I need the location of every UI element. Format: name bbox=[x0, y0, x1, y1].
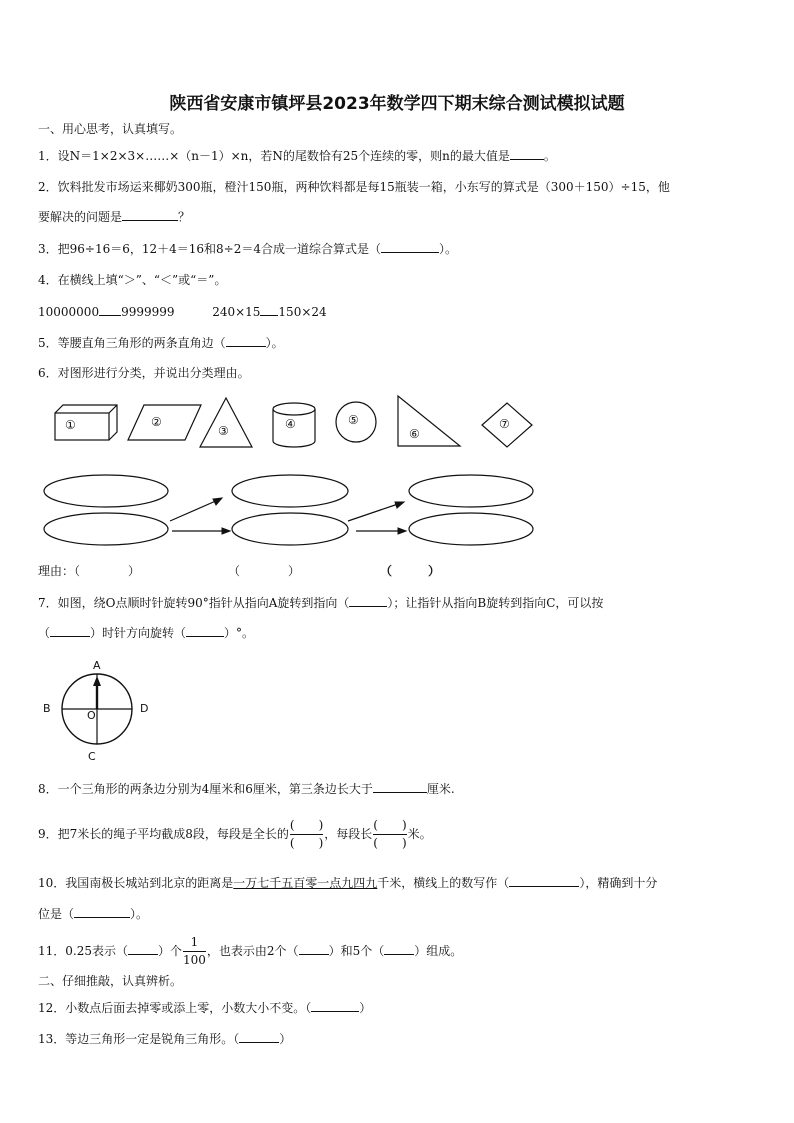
question-2-line-1: 2．饮料批发市场运来椰奶300瓶，橙汁150瓶，两种饮料都是每15瓶装一箱，小东写的算式是（300＋150）÷15，他 bbox=[38, 180, 670, 194]
arrow-icon bbox=[170, 498, 222, 521]
answer-blank[interactable] bbox=[74, 905, 130, 918]
right-triangle-shape bbox=[398, 396, 460, 446]
question-9: 9．把7米长的绳子平均截成8段，每段是全长的 $\frac{( )}{( )}$ ，每段长 $\frac{( )}{( )}$ 米。 bbox=[38, 818, 432, 850]
classification-oval[interactable] bbox=[232, 513, 348, 545]
question-10-line-2: 位是（ ）。 bbox=[38, 907, 149, 921]
answer-blank[interactable] bbox=[373, 780, 427, 793]
shape-label-6: ⑥ bbox=[409, 427, 420, 441]
dial-label-d: D bbox=[140, 702, 149, 715]
rotation-dial bbox=[62, 674, 132, 744]
answer-blank[interactable] bbox=[239, 1030, 279, 1043]
shape-label-5: ⑤ bbox=[348, 413, 359, 427]
arrow-icon bbox=[172, 528, 230, 534]
answer-blank[interactable] bbox=[311, 999, 359, 1012]
parallelogram-shape bbox=[128, 405, 201, 440]
dial-label-a: A bbox=[93, 659, 101, 672]
shape-label-1: ① bbox=[65, 418, 76, 432]
dial-label-c: C bbox=[88, 750, 96, 763]
answer-blank[interactable] bbox=[186, 624, 224, 637]
question-3: 3．把96÷16＝6，12＋4＝16和8÷2＝4合成一道综合算式是（ ）。 bbox=[38, 242, 458, 256]
question-7-line-1: 7．如图，绕O点顺时针旋转90°指针从指向A旋转到指向（ ）；让指针从指向B旋转到指向C，可以按 bbox=[38, 596, 604, 610]
answer-blank[interactable] bbox=[299, 942, 329, 955]
answer-blank[interactable] bbox=[349, 594, 387, 607]
classification-oval[interactable] bbox=[232, 475, 348, 507]
arrow-icon bbox=[348, 502, 404, 521]
shape-label-3: ③ bbox=[218, 424, 229, 438]
answer-blank[interactable] bbox=[50, 624, 90, 637]
question-10-line-1: 10．我国南极长城站到北京的距离是一万七千五百零一点九四九千米，横线上的数写作（ ），精确到十分 bbox=[38, 876, 658, 890]
answer-blank[interactable] bbox=[384, 942, 414, 955]
classification-oval[interactable] bbox=[44, 513, 168, 545]
question-2-line-2: 要解决的问题是 ？ bbox=[38, 210, 191, 224]
classification-oval[interactable] bbox=[44, 475, 168, 507]
question-8: 8．一个三角形的两条边分别为4厘米和6厘米，第三条边长大于 厘米. bbox=[38, 782, 455, 796]
triangle-shape bbox=[200, 398, 252, 447]
question-13: 13．等边三角形一定是锐角三角形。（ ） bbox=[38, 1032, 292, 1046]
question-6-reason: 理由：（ ） bbox=[38, 564, 141, 578]
answer-blank[interactable] bbox=[509, 874, 579, 887]
classification-oval[interactable] bbox=[409, 513, 533, 545]
question-12: 12．小数点后面去掉零或添上零，小数大小不变。（ ） bbox=[38, 1001, 372, 1015]
question-7-line-2: （ ）时针方向旋转（ ）°。 bbox=[38, 626, 255, 640]
question-1: 1．设N＝1×2×3×……×（n－1）×n，若N的尾数恰有25个连续的零，则n的最大值是 。 bbox=[38, 149, 556, 163]
pointer-arrow-icon bbox=[93, 676, 101, 686]
dial-label-b: B bbox=[43, 702, 51, 715]
section-heading-2: 二、仔细推敲，认真辨析。 bbox=[38, 974, 183, 988]
fraction: $\frac{1}{100}$ bbox=[183, 935, 206, 967]
dial-label-o: O bbox=[87, 709, 96, 722]
question-4-items: 10000000 9999999 240×15 150×24 bbox=[38, 305, 327, 319]
question-5: 5．等腰直角三角形的两条直角边（ ）。 bbox=[38, 336, 284, 350]
section-heading-1: 一、用心思考，认真填写。 bbox=[38, 122, 183, 136]
reason-paren-2: （ ） bbox=[228, 564, 301, 578]
fraction-blank[interactable]: $\frac{( )}{( )}$ bbox=[373, 818, 407, 850]
classification-oval[interactable] bbox=[409, 475, 533, 507]
shape-label-4: ④ bbox=[285, 417, 296, 431]
reason-paren-3: （ ） bbox=[380, 564, 441, 578]
arrow-icon bbox=[356, 528, 406, 534]
question-11: 11．0.25表示（ ）个 $\frac{1}{100}$ ，也表示由2个（ ）和5个（ ）组成。 bbox=[38, 935, 463, 967]
question-4: 4．在横线上填“＞”、“＜”或“＝”。 bbox=[38, 273, 227, 287]
question-6: 6．对图形进行分类，并说出分类理由。 bbox=[38, 366, 250, 380]
answer-blank[interactable] bbox=[128, 942, 158, 955]
page-title: 陕西省安康市镇坪县2023年数学四下期末综合测试模拟试题 bbox=[169, 94, 625, 114]
shape-label-7: ⑦ bbox=[499, 417, 510, 431]
shape-label-2: ② bbox=[151, 415, 162, 429]
fraction-blank[interactable]: $\frac{( )}{( )}$ bbox=[289, 818, 324, 850]
